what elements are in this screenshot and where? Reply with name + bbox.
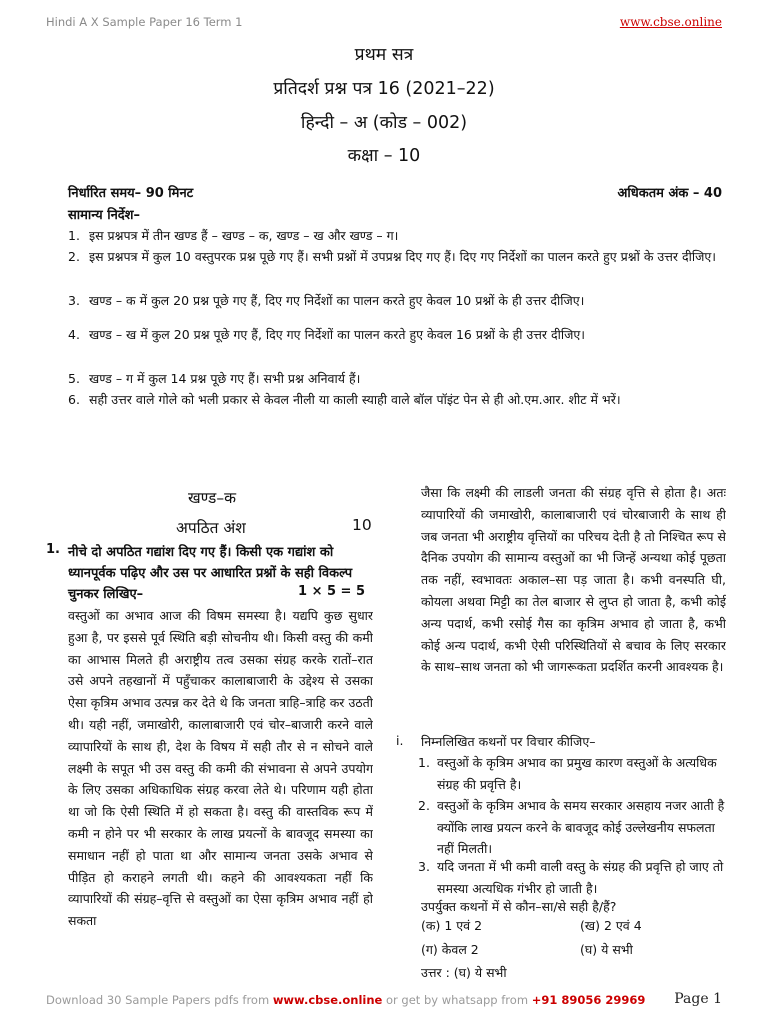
footer-download-note bbox=[46, 993, 645, 1007]
statement-number: 3. bbox=[418, 859, 430, 874]
instruction-item bbox=[68, 246, 723, 268]
statement-item bbox=[418, 795, 726, 860]
passage-right-column: जैसा कि लक्ष्मी की लाडली जनता की संग्रह वृत्ति से होता है। अतः व्यापारियों की जमाखोरी, कालाबाजारी एवं चोरबाजारी के साथ ही जब जनता भी अराष्ट्रीय वृत्तियों का परिचय देती है तो निश्चित रूप से दैनिक उपयोग की सामान्य वस्तुओं का भी जिन्हें अन्यथा कोई पूछता तक नहीं, स्वभावतः अकाल–सा पड़ जाता है। कभी वनस्पति घी, कोयला अथवा मिट्टी का तेल बाजार से लुप्त हो जाता है, कभी कोई अन्य पदार्थ, कभी रसोई गैस का कृत्रिम अभाव हो जाता है, कभी कोई अन्य पदार्थ, कभी ऐसी परिस्थितियों से बचाव के लिए सरकार के साथ–साथ जनता को भी जागरूकता प्रदर्शित करनी आवश्यक है। bbox=[421, 485, 726, 675]
statement-item bbox=[418, 752, 726, 795]
statement-item bbox=[418, 856, 726, 899]
question-number: 1. bbox=[46, 542, 60, 557]
page-number: Page 1 bbox=[674, 991, 722, 1007]
statement-number: 2. bbox=[418, 798, 430, 813]
instruction-number: 1. bbox=[68, 228, 80, 243]
subquestion-prompt: निम्नलिखित कथनों पर विचार कीजिए– bbox=[421, 734, 596, 749]
section-marks: 10 bbox=[352, 516, 372, 534]
statement-number: 1. bbox=[418, 755, 430, 770]
term-title: प्रथम सत्र bbox=[354, 45, 414, 65]
subject-title: हिन्दी – अ (कोड – 002) bbox=[300, 113, 468, 133]
instruction-item bbox=[68, 368, 723, 390]
section-title: खण्ड–क bbox=[188, 489, 236, 507]
option-gha: (घ) ये सभी bbox=[580, 942, 633, 957]
instruction-item bbox=[68, 290, 723, 312]
statement-text: वस्तुओं के कृत्रिम अभाव का प्रमुख कारण वस्तुओं के अत्यधिक संग्रह की प्रवृत्ति है। bbox=[437, 755, 717, 792]
statement-text: वस्तुओं के कृत्रिम अभाव के समय सरकार असहाय नजर आती है क्योंकि लाख प्रयत्न करने के बावजूद कोई उल्लेखनीय सफलता नहीं मिलती। bbox=[437, 798, 725, 856]
question-ask: उपर्युक्त कथनों में से कौन–सा/से सही है/हैं? bbox=[421, 899, 617, 914]
instruction-number: 2. bbox=[68, 249, 80, 264]
passage-left-column: वस्तुओं का अभाव आज की विषम समस्या है। यद्यपि कुछ सुधार हुआ है, पर इससे पूर्व स्थिति बड़ी सोचनीय थी। किसी वस्तु की कमी का आभास मिलते ही अराष्ट्रीय तत्व उसका संग्रह करके रातों–रात उसे अपने तहखानों में पहुँचाकर कालाबाजारी के उद्देश्य से उसका ऐसा कृत्रिम अभाव उत्पन्न कर देते थे कि जनता त्राहि–त्राहि कर उठती थी। यही नहीं, जमाखोरी, कालाबाजारी एवं चोर–बाजारी करने वाले व्यापारियों के साथ ही, देश के विषय में सही तौर से न सोचने वाले लक्ष्मी के सपूत भी उस वस्तु की कमी की संभावना से अपने उपयोग के लिए उसका अधिकाधिक संग्रह करवा लेते थे। परिणाम यही होता था जो कि ऐसी स्थिति में हो सकता है। वस्तु की वास्तविक रूप में कमी न होने पर भी सरकार के लाख प्रयत्नों के बावजूद समस्या का समाधान नहीं हो पाता था और सामान्य जनता उसके अभाव से पीड़ित हो कराहने लगती थी। कहने की आवश्यकता नहीं कि व्यापारियों की संग्रह–वृत्ति से वस्तुओं का ऐसा कृत्रिम अभाव नहीं हो सकता bbox=[68, 608, 373, 929]
question-lead: नीचे दो अपठित गद्यांश दिए गए हैं। किसी एक गद्यांश को ध्यानपूर्वक पढ़िए और उस पर आधारित प्रश्नों के सही विकल्प चुनकर लिखिए– bbox=[68, 545, 353, 602]
instruction-number: 3. bbox=[68, 293, 80, 308]
instruction-number: 6. bbox=[68, 392, 80, 407]
instruction-item bbox=[68, 324, 723, 346]
footer-site-link[interactable]: www.cbse.online bbox=[272, 993, 383, 1007]
paper-title: प्रतिदर्श प्रश्न पत्र 16 (2021–22) bbox=[273, 79, 495, 99]
instruction-text: इस प्रश्नपत्र में कुल 10 वस्तुपरक प्रश्न पूछे गए हैं। सभी प्रश्नों में उपप्रश्न दिए गए हैं। दिए गए निर्देशों का पालन करते हुए प्रश्नों के उत्तर दीजिए। bbox=[89, 249, 717, 264]
instruction-text: खण्ड – ख में कुल 20 प्रश्न पूछे गए हैं, दिए गए निर्देशों का पालन करते हुए केवल 16 प्रश्नों के ही उत्तर दीजिए। bbox=[89, 327, 586, 342]
footer-text-2: or get by whatsapp from bbox=[382, 993, 532, 1007]
footer-text-1: Download 30 Sample Papers pdfs from bbox=[46, 993, 273, 1007]
option-kha: (ख) 2 एवं 4 bbox=[580, 918, 642, 933]
instruction-text: खण्ड – ग में कुल 14 प्रश्न पूछे गए हैं। सभी प्रश्न अनिवार्य हैं। bbox=[89, 371, 361, 386]
option-ga: (ग) केवल 2 bbox=[421, 942, 479, 957]
general-instructions-heading: सामान्य निर्देश– bbox=[68, 208, 141, 223]
time-allowed: निर्धारित समय– 90 मिनट bbox=[68, 186, 194, 201]
statement-text: यदि जनता में भी कमी वाली वस्तु के संग्रह की प्रवृत्ति हो जाए तो समस्या अत्यधिक गंभीर हो जाती है। bbox=[437, 859, 724, 896]
option-ka: (क) 1 एवं 2 bbox=[421, 918, 483, 933]
instruction-text: खण्ड – क में कुल 20 प्रश्न पूछे गए हैं, दिए गए निर्देशों का पालन करते हुए केवल 10 प्रश्नों के ही उत्तर दीजिए। bbox=[89, 293, 585, 308]
subquestion-number: i. bbox=[396, 733, 404, 748]
section-subtitle: अपठित अंश bbox=[176, 519, 246, 537]
footer-whatsapp-number[interactable]: +91 89056 29969 bbox=[531, 993, 646, 1007]
instruction-number: 5. bbox=[68, 371, 80, 386]
answer-line: उत्तर : (घ) ये सभी bbox=[421, 965, 507, 980]
instruction-number: 4. bbox=[68, 327, 80, 342]
instruction-item bbox=[68, 389, 723, 411]
instruction-item bbox=[68, 225, 723, 247]
max-marks: अधिकतम अंक – 40 bbox=[617, 186, 722, 201]
instruction-text: सही उत्तर वाले गोले को भली प्रकार से केवल नीली या काली स्याही वाले बॉल पॉइंट पेन से ही ओ.एम.आर. शीट में भरें। bbox=[89, 392, 621, 407]
instruction-text: इस प्रश्नपत्र में तीन खण्ड हैं – खण्ड – क, खण्ड – ख और खण्ड – ग। bbox=[89, 228, 399, 243]
site-link[interactable]: www.cbse.online bbox=[619, 15, 722, 29]
class-title: कक्षा – 10 bbox=[347, 146, 421, 166]
question-marks: 1 × 5 = 5 bbox=[298, 584, 366, 599]
running-header: Hindi A X Sample Paper 16 Term 1 bbox=[46, 15, 243, 29]
